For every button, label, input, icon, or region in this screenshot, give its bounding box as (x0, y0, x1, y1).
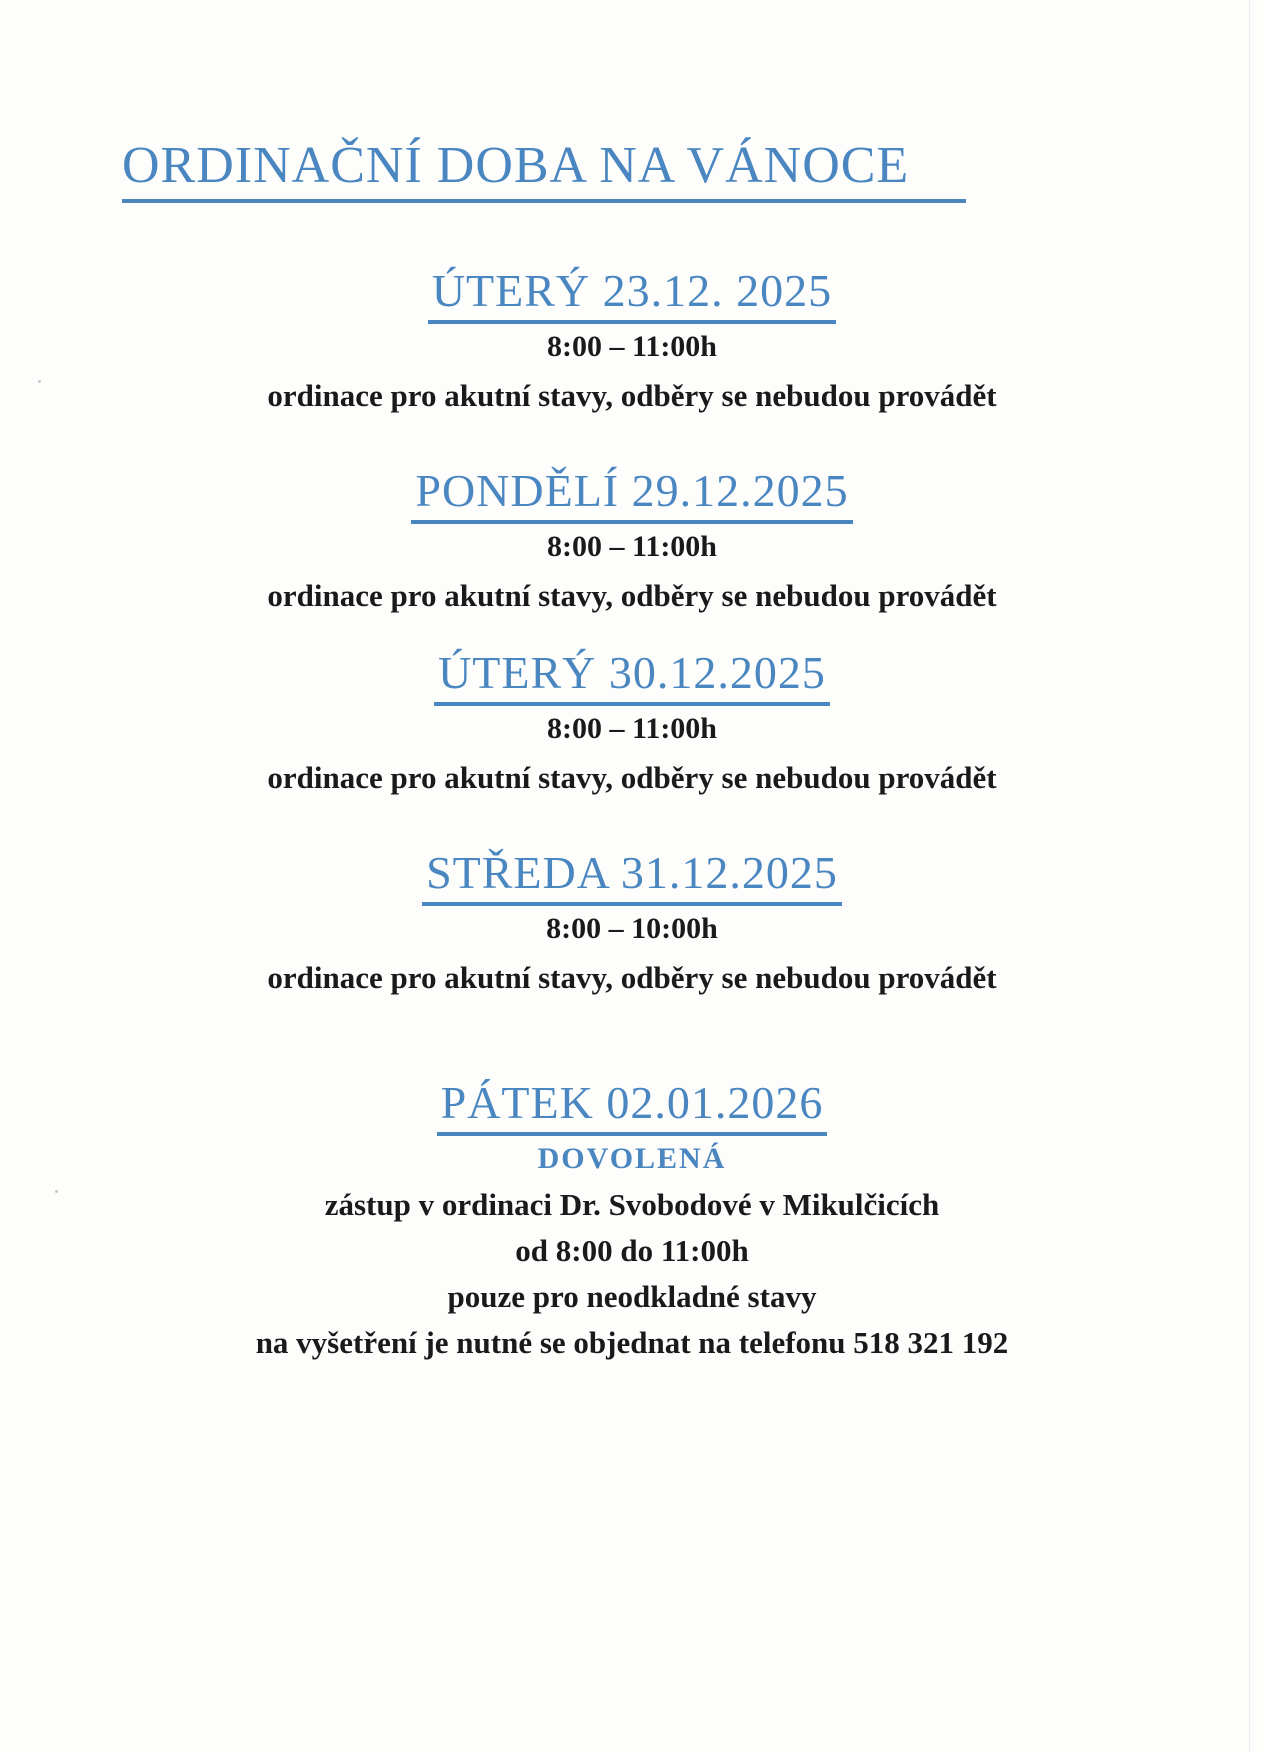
page-title: ORDINAČNÍ DOBA NA VÁNOCE (122, 137, 910, 194)
schedule-entry-1 (0, 265, 1264, 413)
vacation-day-heading: PÁTEK 02.01.2026 (437, 1080, 828, 1136)
entry-day-heading: PONDĚLÍ 29.12.2025 (411, 468, 852, 524)
entry-note: ordinace pro akutní stavy, odběry se nebudou provádět (267, 378, 997, 413)
title-underline (122, 199, 966, 203)
scan-speck (55, 1190, 58, 1193)
vacation-line: od 8:00 do 11:00h (515, 1233, 749, 1268)
entry-hours: 8:00 – 11:00h (546, 330, 717, 363)
vacation-entry (0, 1077, 1264, 1360)
scan-speck (38, 380, 41, 383)
entry-day-heading: ÚTERÝ 30.12.2025 (434, 650, 830, 706)
entry-day-heading: STŘEDA 31.12.2025 (422, 850, 842, 906)
vacation-label: DOVOLENÁ (537, 1142, 727, 1175)
scan-edge-shadow (1249, 0, 1250, 1752)
entry-day-heading: ÚTERÝ 23.12. 2025 (428, 268, 836, 324)
vacation-line: zástup v ordinaci Dr. Svobodové v Mikulčicích (324, 1187, 940, 1222)
schedule-entry-3 (0, 647, 1264, 795)
entry-hours: 8:00 – 10:00h (546, 912, 718, 945)
entry-note: ordinace pro akutní stavy, odběry se nebudou provádět (267, 760, 997, 795)
vacation-line: na vyšetření je nutné se objednat na telefonu 518 321 192 (255, 1325, 1009, 1360)
vacation-line: pouze pro neodkladné stavy (447, 1279, 817, 1314)
schedule-entry-4 (0, 847, 1264, 995)
entry-hours: 8:00 – 11:00h (546, 530, 717, 563)
entry-note: ordinace pro akutní stavy, odběry se nebudou provádět (267, 578, 997, 613)
schedule-entry-2 (0, 465, 1264, 613)
entry-note: ordinace pro akutní stavy, odběry se nebudou provádět (267, 960, 997, 995)
entry-hours: 8:00 – 11:00h (546, 712, 717, 745)
